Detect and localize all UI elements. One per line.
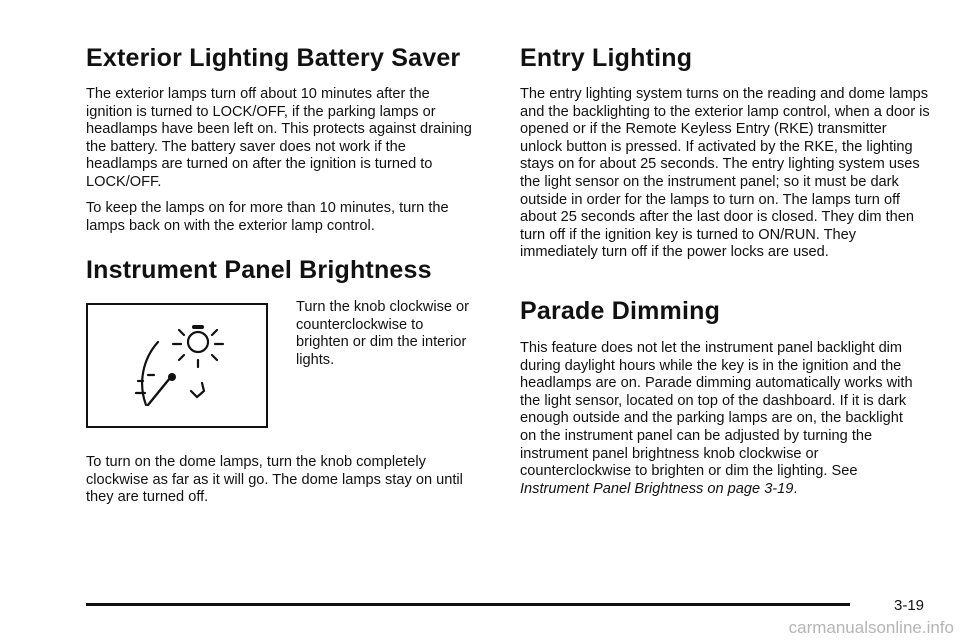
parade-dimming-text: This feature does not let the instrument panel backlight dim during daylight hours while the key is in the ignition and the headlamps are on. Parade dimming automatically works with the light sensor, located on top of the dashboard. If it is dark enough outside and the parking lamps are on, the backlight on the instrument panel can be adjusted by turning the instrument panel brightness knob clockwise or counterclockwise to brighten or dim the lighting. See (520, 340, 913, 480)
instrument-panel-brightness-knob-icon (88, 305, 270, 430)
page-number: 3-19 (894, 597, 925, 614)
parade-dimming-paragraph (520, 340, 920, 498)
cross-reference-link[interactable]: Instrument Panel Brightness on page 3-19 (520, 480, 794, 497)
heading-exterior-lighting-battery-saver: Exterior Lighting Battery Saver (86, 44, 461, 72)
watermark: carmanualsonline.info (788, 618, 954, 637)
heading-entry-lighting: Entry Lighting (520, 44, 693, 72)
parade-dimming-end: . (793, 480, 798, 497)
battery-saver-keep-on-paragraph: To keep the lamps on for more than 10 minutes, turn the lamps back on with the exterior lamp control. (86, 200, 449, 234)
battery-saver-paragraph: The exterior lamps turn off about 10 minutes after the ignition is turned to LOCK/OFF, if the parking lamps or headlamps have been left on. This protects against draining the battery. The battery saver does not work if the headlamps are turned on after the ignition is turned to LOCK/OFF. (86, 86, 472, 190)
dome-lamps-paragraph: To turn on the dome lamps, turn the knob completely clockwise as far as it will go. The dome lamps stay on until they are turned off. (86, 454, 463, 506)
heading-parade-dimming: Parade Dimming (520, 297, 721, 325)
heading-instrument-panel-brightness: Instrument Panel Brightness (86, 256, 432, 284)
brightness-caption: Turn the knob clockwise or counterclockwise to brighten or dim the interior lights. (296, 299, 470, 368)
entry-lighting-paragraph: The entry lighting system turns on the reading and dome lamps and the backlighting to the exterior lamp control, when a door is opened or if the Remote Keyless Entry (RKE) transmitter unlock button is pressed. If activated by the RKE, the lighting stays on for about 25 seconds. The entry lighting system uses the light sensor on the instrument panel; so it must be dark outside in order for the lamps to turn on. The lamps turn off about 25 seconds after the last door is closed. They dim then turn off if the ignition key is turned to ON/RUN. They immediately turn off if the power locks are used. (520, 86, 930, 261)
instrument-panel-brightness-figure (86, 303, 268, 428)
footer-rule (86, 603, 850, 606)
